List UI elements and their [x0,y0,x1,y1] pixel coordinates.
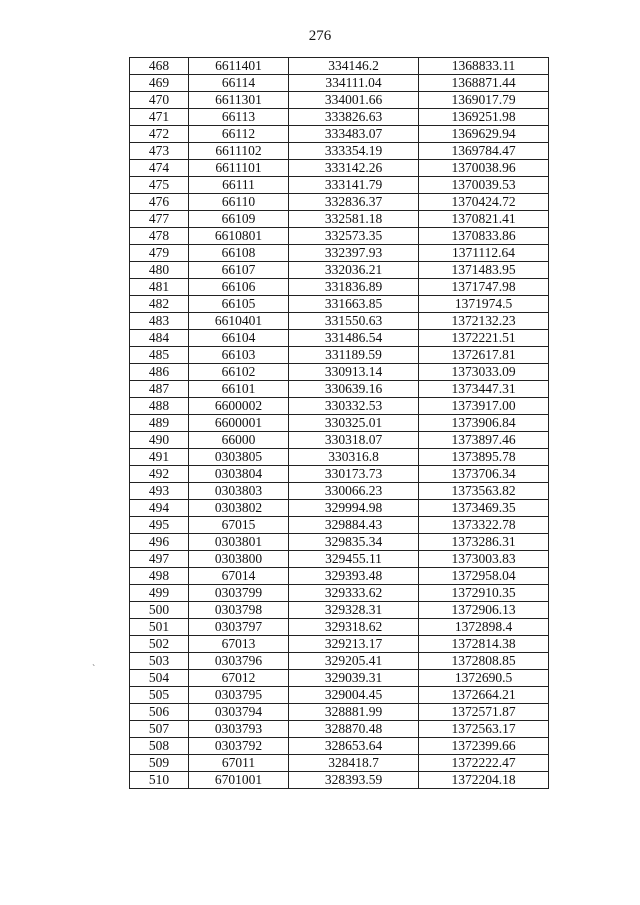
y-coordinate-cell: 1369784.47 [419,143,549,160]
table-row [130,347,549,364]
x-coordinate-cell: 329455.11 [289,551,419,568]
y-coordinate-cell: 1370821.41 [419,211,549,228]
row-index-cell: 503 [130,653,189,670]
row-index-cell: 501 [130,619,189,636]
point-id-cell: 6600001 [189,415,289,432]
row-index-cell: 496 [130,534,189,551]
row-index-cell: 493 [130,483,189,500]
table-row [130,636,549,653]
y-coordinate-cell: 1372910.35 [419,585,549,602]
row-index-cell: 505 [130,687,189,704]
x-coordinate-cell: 329205.41 [289,653,419,670]
table-row [130,755,549,772]
row-index-cell: 494 [130,500,189,517]
row-index-cell: 495 [130,517,189,534]
x-coordinate-cell: 334001.66 [289,92,419,109]
table-row [130,92,549,109]
table-row [130,551,549,568]
y-coordinate-cell: 1371483.95 [419,262,549,279]
y-coordinate-cell: 1371974.5 [419,296,549,313]
y-coordinate-cell: 1370424.72 [419,194,549,211]
y-coordinate-cell: 1372898.4 [419,619,549,636]
table-row [130,772,549,789]
row-index-cell: 477 [130,211,189,228]
table-row [130,704,549,721]
y-coordinate-cell: 1372204.18 [419,772,549,789]
row-index-cell: 509 [130,755,189,772]
table-row [130,381,549,398]
y-coordinate-cell: 1368871.44 [419,75,549,92]
y-coordinate-cell: 1372906.13 [419,602,549,619]
y-coordinate-cell: 1372571.87 [419,704,549,721]
y-coordinate-cell: 1373322.78 [419,517,549,534]
point-id-cell: 0303804 [189,466,289,483]
y-coordinate-cell: 1369629.94 [419,126,549,143]
row-index-cell: 472 [130,126,189,143]
table-row [130,653,549,670]
table-row [130,534,549,551]
point-id-cell: 6610801 [189,228,289,245]
row-index-cell: 490 [130,432,189,449]
row-index-cell: 492 [130,466,189,483]
row-index-cell: 488 [130,398,189,415]
table-row [130,245,549,262]
row-index-cell: 473 [130,143,189,160]
x-coordinate-cell: 329835.34 [289,534,419,551]
y-coordinate-cell: 1373286.31 [419,534,549,551]
row-index-cell: 468 [130,58,189,75]
y-coordinate-cell: 1373917.00 [419,398,549,415]
table-row [130,568,549,585]
x-coordinate-cell: 330066.23 [289,483,419,500]
table-row [130,75,549,92]
row-index-cell: 508 [130,738,189,755]
table-row [130,449,549,466]
y-coordinate-cell: 1370039.53 [419,177,549,194]
x-coordinate-cell: 328881.99 [289,704,419,721]
point-id-cell: 0303795 [189,687,289,704]
table-row [130,262,549,279]
x-coordinate-cell: 331189.59 [289,347,419,364]
point-id-cell: 6701001 [189,772,289,789]
x-coordinate-cell: 333141.79 [289,177,419,194]
row-index-cell: 479 [130,245,189,262]
x-coordinate-cell: 329213.17 [289,636,419,653]
row-index-cell: 507 [130,721,189,738]
x-coordinate-cell: 330173.73 [289,466,419,483]
point-id-cell: 6600002 [189,398,289,415]
point-id-cell: 6611102 [189,143,289,160]
y-coordinate-cell: 1373469.35 [419,500,549,517]
y-coordinate-cell: 1372221.51 [419,330,549,347]
y-coordinate-cell: 1373906.84 [419,415,549,432]
row-index-cell: 475 [130,177,189,194]
point-id-cell: 0303792 [189,738,289,755]
y-coordinate-cell: 1373003.83 [419,551,549,568]
y-coordinate-cell: 1372808.85 [419,653,549,670]
x-coordinate-cell: 329004.45 [289,687,419,704]
point-id-cell: 66101 [189,381,289,398]
x-coordinate-cell: 329884.43 [289,517,419,534]
y-coordinate-cell: 1372563.17 [419,721,549,738]
x-coordinate-cell: 331550.63 [289,313,419,330]
table-row [130,415,549,432]
table-row [130,738,549,755]
row-index-cell: 470 [130,92,189,109]
table-row [130,160,549,177]
y-coordinate-cell: 1372664.21 [419,687,549,704]
x-coordinate-cell: 332581.18 [289,211,419,228]
table-row [130,602,549,619]
point-id-cell: 67012 [189,670,289,687]
point-id-cell: 66104 [189,330,289,347]
point-id-cell: 0303805 [189,449,289,466]
table-row [130,177,549,194]
row-index-cell: 499 [130,585,189,602]
x-coordinate-cell: 328418.7 [289,755,419,772]
x-coordinate-cell: 329318.62 [289,619,419,636]
row-index-cell: 478 [130,228,189,245]
row-index-cell: 498 [130,568,189,585]
table-row [130,126,549,143]
y-coordinate-cell: 1373033.09 [419,364,549,381]
row-index-cell: 476 [130,194,189,211]
y-coordinate-cell: 1369017.79 [419,92,549,109]
table-row [130,279,549,296]
row-index-cell: 482 [130,296,189,313]
point-id-cell: 66103 [189,347,289,364]
y-coordinate-cell: 1372958.04 [419,568,549,585]
x-coordinate-cell: 331836.89 [289,279,419,296]
x-coordinate-cell: 329333.62 [289,585,419,602]
x-coordinate-cell: 333354.19 [289,143,419,160]
point-id-cell: 6610401 [189,313,289,330]
point-id-cell: 0303797 [189,619,289,636]
table-row [130,432,549,449]
coordinates-table-container [129,57,549,789]
table-row [130,721,549,738]
row-index-cell: 483 [130,313,189,330]
coordinates-table-body [130,58,549,789]
point-id-cell: 67014 [189,568,289,585]
row-index-cell: 510 [130,772,189,789]
x-coordinate-cell: 329994.98 [289,500,419,517]
table-row [130,228,549,245]
point-id-cell: 66107 [189,262,289,279]
row-index-cell: 481 [130,279,189,296]
y-coordinate-cell: 1372814.38 [419,636,549,653]
row-index-cell: 471 [130,109,189,126]
table-row [130,330,549,347]
y-coordinate-cell: 1370038.96 [419,160,549,177]
x-coordinate-cell: 330332.53 [289,398,419,415]
y-coordinate-cell: 1372132.23 [419,313,549,330]
table-row [130,483,549,500]
point-id-cell: 66112 [189,126,289,143]
point-id-cell: 0303793 [189,721,289,738]
row-index-cell: 491 [130,449,189,466]
point-id-cell: 0303800 [189,551,289,568]
row-index-cell: 489 [130,415,189,432]
table-row [130,466,549,483]
point-id-cell: 0303803 [189,483,289,500]
x-coordinate-cell: 330316.8 [289,449,419,466]
point-id-cell: 66102 [189,364,289,381]
x-coordinate-cell: 328653.64 [289,738,419,755]
y-coordinate-cell: 1373447.31 [419,381,549,398]
row-index-cell: 484 [130,330,189,347]
row-index-cell: 487 [130,381,189,398]
row-index-cell: 506 [130,704,189,721]
point-id-cell: 66000 [189,432,289,449]
x-coordinate-cell: 330913.14 [289,364,419,381]
row-index-cell: 480 [130,262,189,279]
point-id-cell: 66110 [189,194,289,211]
row-index-cell: 502 [130,636,189,653]
coordinates-table [129,57,549,789]
point-id-cell: 66105 [189,296,289,313]
table-row [130,296,549,313]
y-coordinate-cell: 1373895.78 [419,449,549,466]
row-index-cell: 497 [130,551,189,568]
table-row [130,364,549,381]
table-row [130,211,549,228]
x-coordinate-cell: 334146.2 [289,58,419,75]
page-number: 276 [308,28,332,44]
x-coordinate-cell: 334111.04 [289,75,419,92]
x-coordinate-cell: 332836.37 [289,194,419,211]
point-id-cell: 66111 [189,177,289,194]
y-coordinate-cell: 1369251.98 [419,109,549,126]
point-id-cell: 0303794 [189,704,289,721]
x-coordinate-cell: 329328.31 [289,602,419,619]
point-id-cell: 6611101 [189,160,289,177]
y-coordinate-cell: 1372690.5 [419,670,549,687]
x-coordinate-cell: 330325.01 [289,415,419,432]
point-id-cell: 0303799 [189,585,289,602]
table-row [130,585,549,602]
row-index-cell: 474 [130,160,189,177]
table-row [130,143,549,160]
table-row [130,670,549,687]
table-row [130,500,549,517]
y-coordinate-cell: 1368833.11 [419,58,549,75]
row-index-cell: 504 [130,670,189,687]
point-id-cell: 6611401 [189,58,289,75]
table-row [130,619,549,636]
point-id-cell: 66108 [189,245,289,262]
y-coordinate-cell: 1372399.66 [419,738,549,755]
table-row [130,687,549,704]
table-row [130,313,549,330]
x-coordinate-cell: 329039.31 [289,670,419,687]
x-coordinate-cell: 333483.07 [289,126,419,143]
y-coordinate-cell: 1371112.64 [419,245,549,262]
point-id-cell: 67013 [189,636,289,653]
point-id-cell: 0303796 [189,653,289,670]
row-index-cell: 486 [130,364,189,381]
row-index-cell: 469 [130,75,189,92]
point-id-cell: 0303802 [189,500,289,517]
x-coordinate-cell: 330639.16 [289,381,419,398]
y-coordinate-cell: 1373563.82 [419,483,549,500]
table-row [130,109,549,126]
point-id-cell: 0303801 [189,534,289,551]
table-row [130,58,549,75]
x-coordinate-cell: 331663.85 [289,296,419,313]
table-row [130,194,549,211]
x-coordinate-cell: 331486.54 [289,330,419,347]
x-coordinate-cell: 332036.21 [289,262,419,279]
point-id-cell: 0303798 [189,602,289,619]
point-id-cell: 6611301 [189,92,289,109]
x-coordinate-cell: 332573.35 [289,228,419,245]
point-id-cell: 66106 [189,279,289,296]
point-id-cell: 67011 [189,755,289,772]
point-id-cell: 66113 [189,109,289,126]
point-id-cell: 66109 [189,211,289,228]
y-coordinate-cell: 1370833.86 [419,228,549,245]
row-index-cell: 500 [130,602,189,619]
table-row [130,517,549,534]
x-coordinate-cell: 332397.93 [289,245,419,262]
point-id-cell: 67015 [189,517,289,534]
y-coordinate-cell: 1373706.34 [419,466,549,483]
y-coordinate-cell: 1373897.46 [419,432,549,449]
table-row [130,398,549,415]
y-coordinate-cell: 1371747.98 [419,279,549,296]
row-index-cell: 485 [130,347,189,364]
x-coordinate-cell: 328393.59 [289,772,419,789]
x-coordinate-cell: 328870.48 [289,721,419,738]
x-coordinate-cell: 333826.63 [289,109,419,126]
y-coordinate-cell: 1372222.47 [419,755,549,772]
x-coordinate-cell: 333142.26 [289,160,419,177]
point-id-cell: 66114 [189,75,289,92]
y-coordinate-cell: 1372617.81 [419,347,549,364]
x-coordinate-cell: 330318.07 [289,432,419,449]
stray-mark: ` [92,664,96,675]
x-coordinate-cell: 329393.48 [289,568,419,585]
